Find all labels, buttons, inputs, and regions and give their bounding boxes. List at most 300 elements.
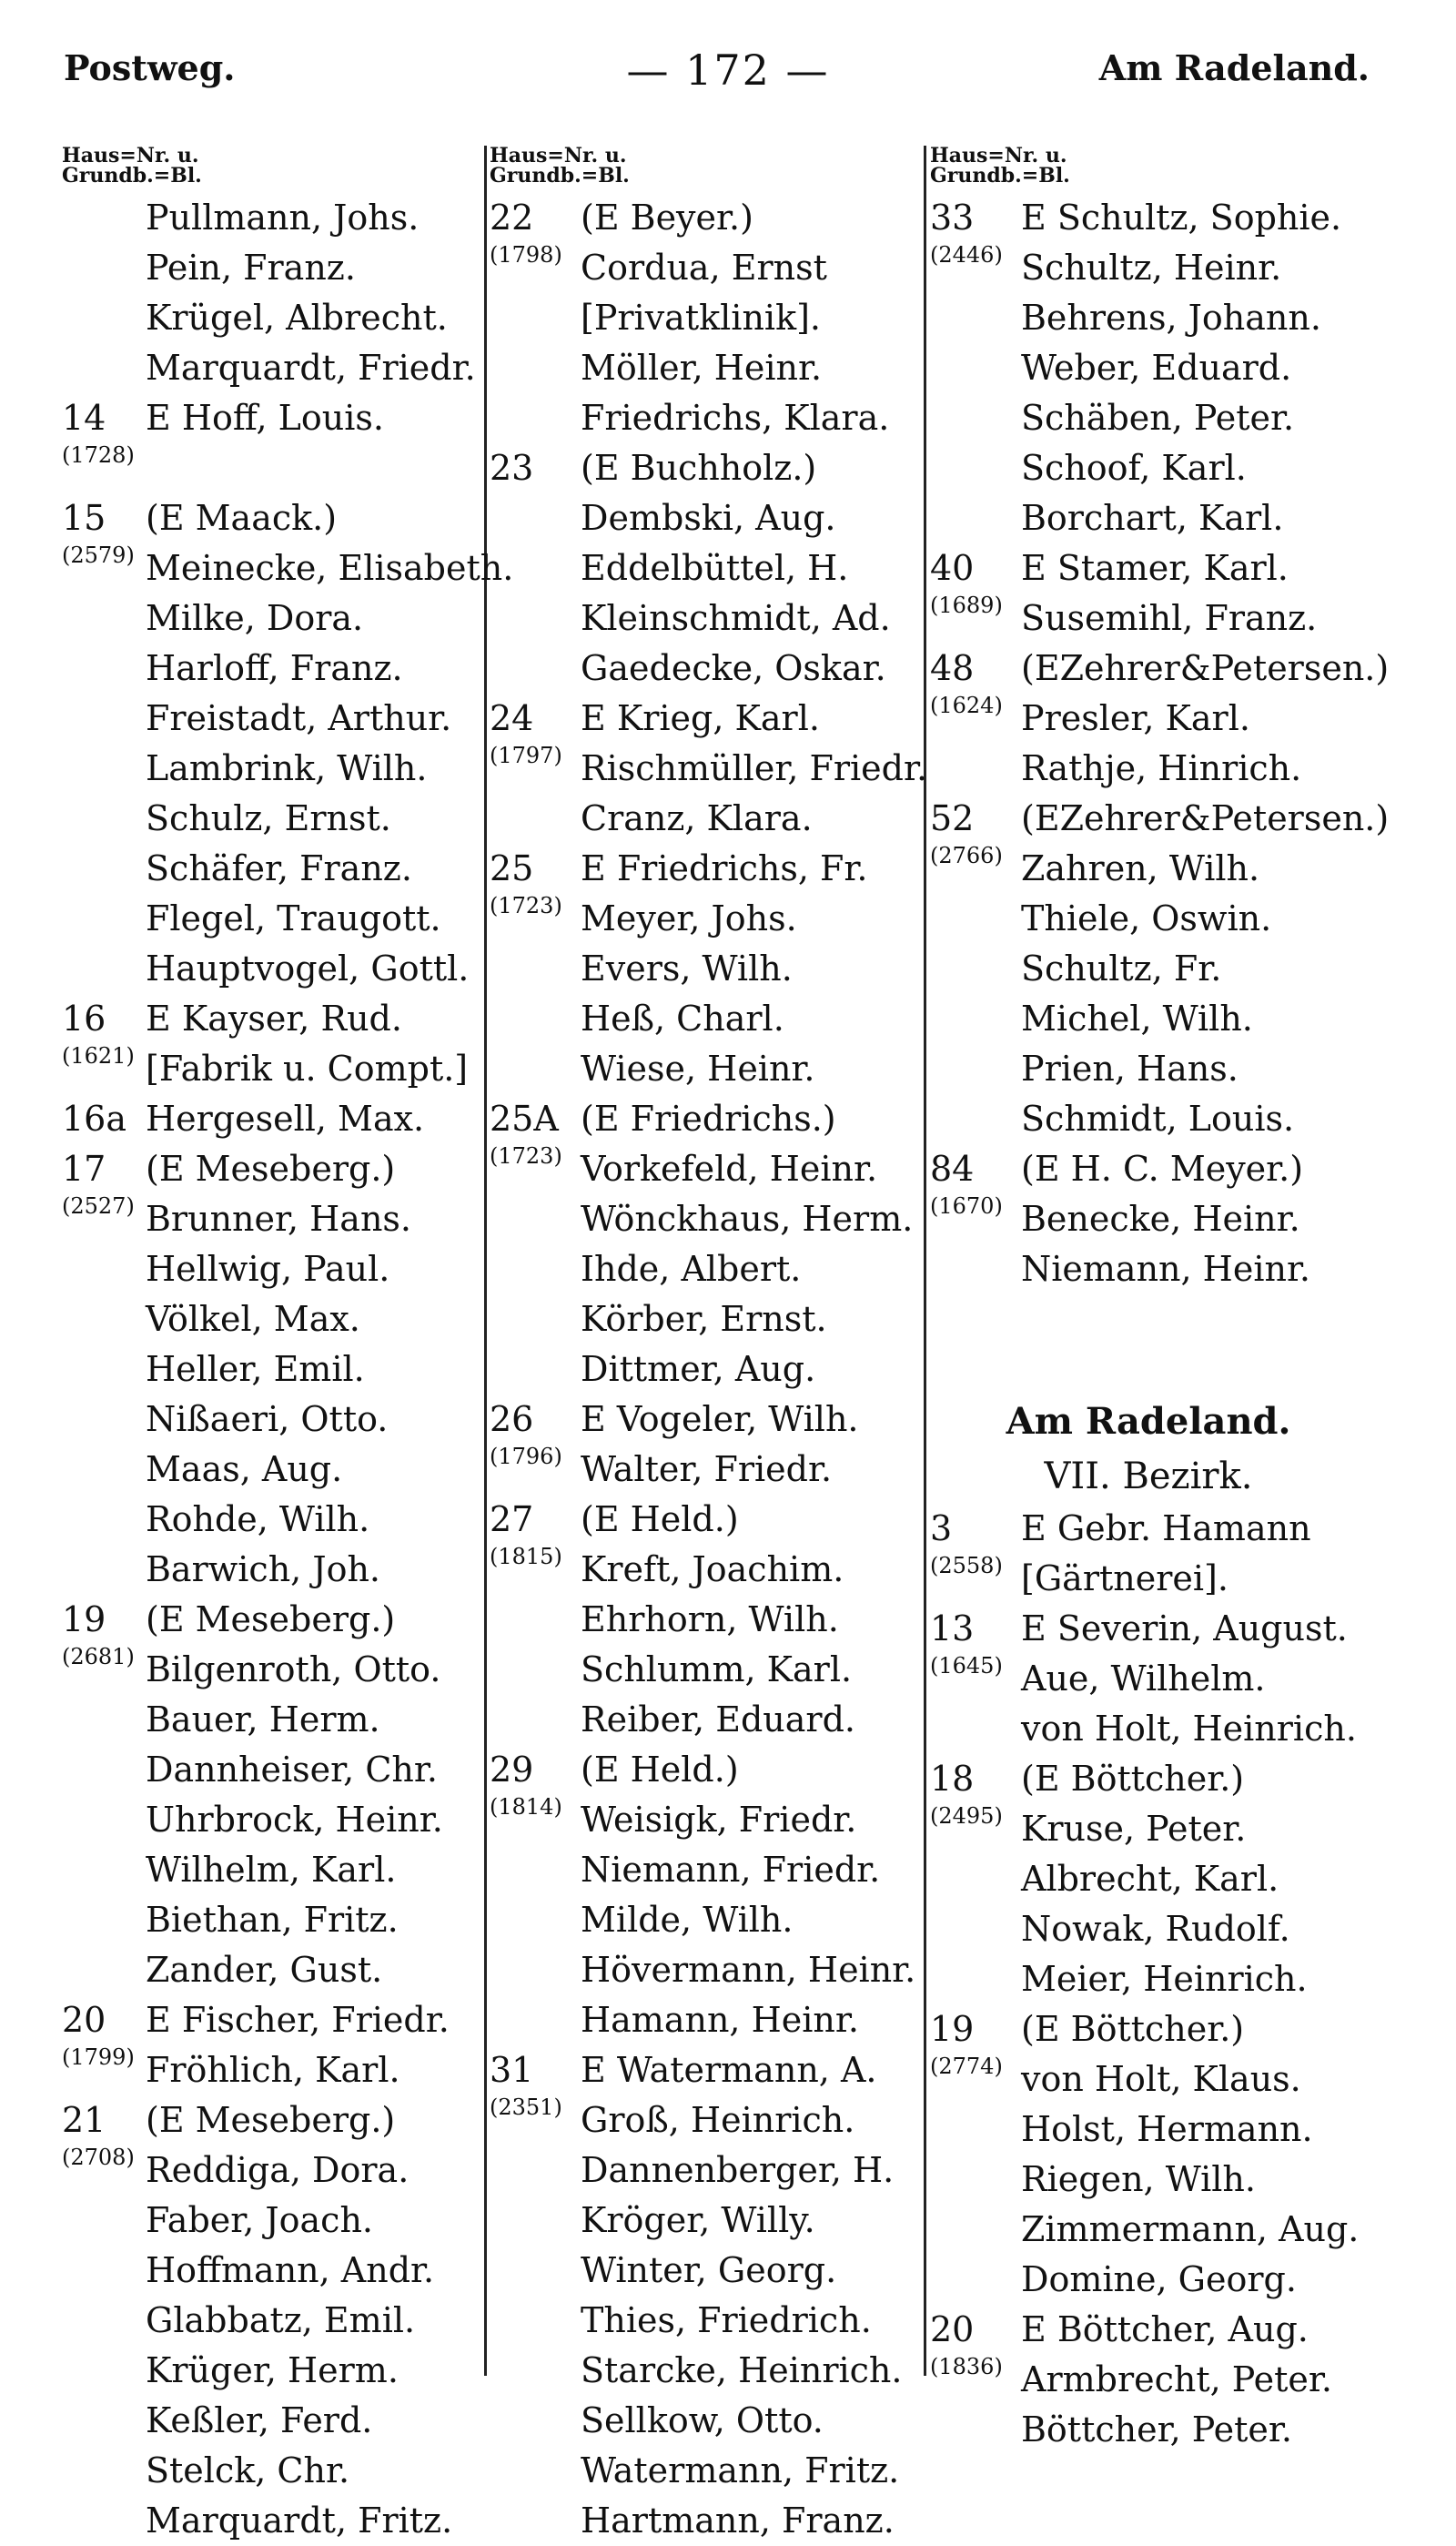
- resident-name: Rohde, Wilh.: [146, 1499, 370, 1539]
- column-head-text: Haus=Nr. u. Grundb.=Bl.: [62, 144, 202, 188]
- house-number: 33: [930, 198, 975, 238]
- directory-entry: [62, 2045, 499, 2095]
- resident-name: Heß, Charl.: [581, 999, 784, 1039]
- directory-entry: [490, 343, 926, 393]
- directory-entry: [930, 1194, 1367, 1244]
- resident-name: Gaedecke, Oskar.: [581, 648, 886, 688]
- resident-name: Niemann, Friedr.: [581, 1850, 881, 1890]
- house-number: 16a: [62, 1099, 127, 1139]
- directory-entry: [490, 1995, 926, 2045]
- resident-name: Wiese, Heinr.: [581, 1049, 815, 1089]
- directory-entry: [490, 1795, 926, 1845]
- resident-name: Schlumm, Karl.: [581, 1649, 853, 1689]
- land-register-number: (1796): [490, 1444, 562, 1469]
- directory-entry: [490, 443, 926, 493]
- directory-entry: [490, 1645, 926, 1695]
- land-register-number: (1621): [62, 1043, 135, 1069]
- directory-entry: [490, 1845, 926, 1895]
- directory-entry: [490, 393, 926, 443]
- house-number: 3: [930, 1508, 953, 1548]
- directory-entry: [62, 694, 499, 744]
- resident-name: Behrens, Johann.: [1021, 298, 1321, 338]
- resident-name: E Krieg, Karl.: [581, 698, 820, 738]
- directory-entry: [62, 1044, 499, 1094]
- house-number: 52: [930, 798, 975, 838]
- resident-name: (E H. C. Meyer.): [1021, 1149, 1304, 1189]
- house-number: 16: [62, 999, 106, 1039]
- resident-name: Flegel, Traugott.: [146, 898, 441, 938]
- directory-entry: [490, 1244, 926, 1294]
- directory-entry: [62, 644, 499, 694]
- directory-entry: [930, 2405, 1367, 2455]
- resident-name: Brunner, Hans.: [146, 1199, 411, 1239]
- resident-name: Presler, Karl.: [1021, 698, 1250, 738]
- resident-name: Glabbatz, Emil.: [146, 2300, 416, 2340]
- resident-name: Ihde, Albert.: [581, 1249, 802, 1289]
- directory-entry: [930, 994, 1367, 1044]
- house-number: 25A: [490, 1099, 559, 1139]
- directory-entry: [490, 2296, 926, 2346]
- resident-name: Albrecht, Karl.: [1021, 1859, 1279, 1899]
- house-number: 25: [490, 848, 534, 888]
- directory-entry: [62, 1194, 499, 1244]
- resident-name: Reddiga, Dora.: [146, 2150, 410, 2190]
- directory-entry: [490, 543, 926, 593]
- directory-entry: [490, 293, 926, 343]
- resident-name: [Privatklinik].: [581, 298, 821, 338]
- column-2: [490, 146, 926, 2546]
- resident-name: Fröhlich, Karl.: [146, 2050, 400, 2090]
- resident-name: Schmidt, Louis.: [1021, 1099, 1295, 1139]
- directory-entry: [62, 1695, 499, 1745]
- resident-name: Zander, Gust.: [146, 1950, 383, 1990]
- directory-entry: [930, 1244, 1367, 1294]
- directory-entry: [490, 2246, 926, 2296]
- directory-entry: [62, 1845, 499, 1895]
- directory-entry: [62, 844, 499, 894]
- directory-entry: [490, 593, 926, 644]
- directory-entry: [62, 1294, 499, 1344]
- house-number: 27: [490, 1499, 534, 1539]
- land-register-number: (2351): [490, 2095, 562, 2120]
- resident-name: Schulz, Ernst.: [146, 798, 391, 838]
- directory-entry: [490, 2145, 926, 2196]
- land-register-number: (1645): [930, 1653, 1003, 1679]
- directory-entry: [930, 844, 1367, 894]
- directory-entry: [930, 493, 1367, 543]
- house-number: 40: [930, 548, 975, 588]
- resident-name: Cranz, Klara.: [581, 798, 813, 838]
- directory-entry: [490, 994, 926, 1044]
- resident-name: (E Beyer.): [581, 198, 753, 238]
- directory-entry: [930, 443, 1367, 493]
- land-register-number: (2708): [62, 2145, 135, 2170]
- resident-name: E Kayser, Rud.: [146, 999, 402, 1039]
- resident-name: Benecke, Heinr.: [1021, 1199, 1300, 1239]
- resident-name: Zahren, Wilh.: [1021, 848, 1260, 888]
- resident-name: Uhrbrock, Heinr.: [146, 1800, 443, 1840]
- directory-entry: [62, 2346, 499, 2396]
- house-number: 14: [62, 398, 106, 438]
- directory-entry: [930, 1044, 1367, 1094]
- resident-name: Barwich, Joh.: [146, 1549, 381, 1589]
- resident-name: Schäfer, Franz.: [146, 848, 412, 888]
- directory-entry: [62, 2396, 499, 2446]
- resident-name: Pein, Franz.: [146, 248, 356, 288]
- directory-entry: [62, 944, 499, 994]
- directory-entry: [490, 2196, 926, 2246]
- directory-entry: [62, 2145, 499, 2196]
- resident-name: E Vogeler, Wilh.: [581, 1399, 859, 1439]
- directory-entry: [62, 1795, 499, 1845]
- directory-entry: [930, 1704, 1367, 1754]
- land-register-number: (1797): [490, 743, 562, 768]
- directory-entry: [490, 944, 926, 994]
- resident-name: Milde, Wilh.: [581, 1900, 794, 1940]
- resident-name: E Stamer, Karl.: [1021, 548, 1289, 588]
- resident-name: Heller, Emil.: [146, 1349, 365, 1389]
- resident-name: Sellkow, Otto.: [581, 2400, 824, 2440]
- resident-name: Krüger, Herm.: [146, 2350, 399, 2390]
- directory-entry: [62, 1094, 499, 1144]
- resident-name: Krügel, Albrecht.: [146, 298, 448, 338]
- resident-name: Hövermann, Heinr.: [581, 1950, 916, 1990]
- directory-entry: [490, 1695, 926, 1745]
- directory-entry: [930, 894, 1367, 944]
- resident-name: Wönckhaus, Herm.: [581, 1199, 914, 1239]
- resident-name: von Holt, Klaus.: [1021, 2059, 1301, 2099]
- directory-entry: [62, 1495, 499, 1545]
- resident-name: Hergesell, Max.: [146, 1099, 425, 1139]
- resident-name: (E Böttcher.): [1021, 2009, 1245, 2049]
- resident-name: Friedrichs, Klara.: [581, 398, 890, 438]
- resident-name: Eddelbüttel, H.: [581, 548, 849, 588]
- directory-entry: [490, 1945, 926, 1995]
- land-register-number: (2446): [930, 242, 1003, 268]
- resident-name: Walter, Friedr.: [581, 1449, 833, 1489]
- resident-name: (EZehrer&Petersen.): [1021, 798, 1390, 838]
- resident-name: Winter, Georg.: [581, 2250, 837, 2290]
- directory-entry: [490, 1194, 926, 1244]
- directory-entry: [62, 593, 499, 644]
- house-number: 15: [62, 498, 106, 538]
- resident-name: Marquardt, Friedr.: [146, 348, 476, 388]
- street-running-head-right: Am Radeland.: [1098, 47, 1370, 88]
- directory-entry: [930, 343, 1367, 393]
- directory-entry: [930, 944, 1367, 994]
- resident-name: Bauer, Herm.: [146, 1699, 380, 1740]
- resident-name: Hauptvogel, Gottl.: [146, 948, 470, 989]
- land-register-number: (1670): [930, 1193, 1003, 1219]
- resident-name: Hamann, Heinr.: [581, 2000, 859, 2040]
- directory-entry: [930, 744, 1367, 794]
- resident-name: Susemihl, Franz.: [1021, 598, 1318, 638]
- resident-name: Milke, Dora.: [146, 598, 364, 638]
- resident-name: Pullmann, Johs.: [146, 198, 420, 238]
- house-number: 48: [930, 648, 975, 688]
- land-register-number: (1798): [490, 242, 562, 268]
- land-register-number: (2527): [62, 1193, 135, 1219]
- resident-name: Harloff, Franz.: [146, 648, 403, 688]
- resident-name: von Holt, Heinrich.: [1021, 1709, 1357, 1749]
- resident-name: Wilhelm, Karl.: [146, 1850, 397, 1890]
- directory-entry: [930, 1904, 1367, 1954]
- resident-name: Dannheiser, Chr.: [146, 1750, 438, 1790]
- resident-name: Marquardt, Fritz.: [146, 2500, 453, 2541]
- directory-entry: [930, 2105, 1367, 2155]
- house-number: 23: [490, 448, 534, 488]
- house-number: 31: [490, 2050, 534, 2090]
- resident-name: E Böttcher, Aug.: [1021, 2309, 1309, 2349]
- resident-name: Hartmann, Franz.: [581, 2500, 895, 2541]
- resident-name: Schultz, Fr.: [1021, 948, 1222, 989]
- resident-name: Faber, Joach.: [146, 2200, 374, 2240]
- directory-entry: [62, 2246, 499, 2296]
- directory-entry: [490, 2396, 926, 2446]
- resident-name: [Gärtnerei].: [1021, 1558, 1228, 1598]
- directory-entry: [490, 1595, 926, 1645]
- resident-name: Thies, Friedrich.: [581, 2300, 872, 2340]
- column-head: [490, 146, 926, 193]
- resident-name: Kreft, Joachim.: [581, 1549, 844, 1589]
- resident-name: Hoffmann, Andr.: [146, 2250, 435, 2290]
- land-register-number: (2495): [930, 1803, 1003, 1829]
- resident-name: (E Meseberg.): [146, 2100, 396, 2140]
- directory-entry: [490, 1294, 926, 1344]
- column-head: [930, 146, 1367, 193]
- directory-entry: [62, 1545, 499, 1595]
- resident-name: Lambrink, Wilh.: [146, 748, 428, 788]
- resident-name: E Fischer, Friedr.: [146, 2000, 450, 2040]
- resident-name: Freistadt, Arthur.: [146, 698, 452, 738]
- resident-name: Biethan, Fritz.: [146, 1900, 399, 1940]
- resident-name: Stelck, Chr.: [146, 2450, 350, 2490]
- land-register-number: (1723): [490, 1143, 562, 1169]
- section-subtitle: VII. Bezirk.: [1044, 1456, 1253, 1497]
- resident-name: Starcke, Heinrich.: [581, 2350, 903, 2390]
- house-number: 22: [490, 198, 534, 238]
- directory-entry: [62, 1244, 499, 1294]
- resident-name: Watermann, Fritz.: [581, 2450, 900, 2490]
- land-register-number: (2681): [62, 1644, 135, 1669]
- directory-entry: [490, 1344, 926, 1395]
- street-running-head-left: Postweg.: [64, 47, 236, 88]
- directory-entry: [62, 2446, 499, 2496]
- resident-name: Kruse, Peter.: [1021, 1809, 1247, 1849]
- directory-entry: [62, 1395, 499, 1445]
- resident-name: Zimmermann, Aug.: [1021, 2209, 1360, 2249]
- directory-entry: [930, 2255, 1367, 2305]
- directory-entry: [62, 443, 499, 493]
- directory-entry: [930, 243, 1367, 293]
- land-register-number: (2579): [62, 543, 135, 568]
- resident-name: (E Friedrichs.): [581, 1099, 836, 1139]
- resident-name: Domine, Georg.: [1021, 2259, 1297, 2299]
- directory-entry: [490, 1445, 926, 1495]
- house-number: 29: [490, 1750, 534, 1790]
- land-register-number: (1689): [930, 593, 1003, 618]
- directory-entry: [62, 2296, 499, 2346]
- directory-entry: [930, 1654, 1367, 1704]
- resident-name: Thiele, Oswin.: [1021, 898, 1272, 938]
- directory-entry: [930, 2155, 1367, 2205]
- house-number: 84: [930, 1149, 975, 1189]
- directory-entry: [490, 2095, 926, 2145]
- resident-name: E Watermann, A.: [581, 2050, 877, 2090]
- land-register-number: (2558): [930, 1553, 1003, 1578]
- directory-entry: [490, 493, 926, 543]
- column-3: [930, 144, 1390, 2455]
- house-number: 21: [62, 2100, 106, 2140]
- resident-name: Weber, Eduard.: [1021, 348, 1292, 388]
- resident-name: Schoof, Karl.: [1021, 448, 1247, 488]
- directory-entry: [62, 794, 499, 844]
- directory-entry: [930, 593, 1367, 644]
- resident-name: E Hoff, Louis.: [146, 398, 384, 438]
- resident-name: Kleinschmidt, Ad.: [581, 598, 891, 638]
- directory-entry: [62, 1344, 499, 1395]
- resident-name: Rischmüller, Friedr.: [581, 748, 928, 788]
- resident-name: Keßler, Ferd.: [146, 2400, 373, 2440]
- resident-name: Dannenberger, H.: [581, 2150, 895, 2190]
- resident-name: (E Maack.): [146, 498, 338, 538]
- directory-entry: [490, 2496, 926, 2546]
- land-register-number: (1815): [490, 1544, 562, 1569]
- resident-name: Schäben, Peter.: [1021, 398, 1295, 438]
- directory-entry: [62, 1945, 499, 1995]
- directory-entry: [490, 2446, 926, 2496]
- directory-entry: [930, 694, 1367, 744]
- page-number: — 172 —: [626, 46, 830, 95]
- resident-name: E Gebr. Hamann: [1021, 1508, 1311, 1548]
- directory-entry: [62, 1645, 499, 1695]
- directory-entry: [930, 2205, 1367, 2255]
- resident-name: [Fabrik u. Compt.]: [146, 1049, 469, 1089]
- resident-name: Möller, Heinr.: [581, 348, 823, 388]
- resident-name: Rathje, Hinrich.: [1021, 748, 1302, 788]
- resident-name: (E Held.): [581, 1499, 739, 1539]
- resident-name: Niemann, Heinr.: [1021, 1249, 1311, 1289]
- house-number: 20: [62, 2000, 106, 2040]
- directory-entry: [930, 1094, 1367, 1144]
- house-number: 19: [62, 1599, 106, 1639]
- resident-name: Ehrhorn, Wilh.: [581, 1599, 839, 1639]
- resident-name: Meinecke, Elisabeth.: [146, 548, 514, 588]
- resident-name: (E Meseberg.): [146, 1149, 396, 1189]
- resident-name: (E Meseberg.): [146, 1599, 396, 1639]
- section-title: Am Radeland.: [1006, 1400, 1291, 1443]
- directory-entry: [62, 543, 514, 593]
- directory-entry: [490, 1144, 926, 1194]
- directory-entry: [62, 1895, 499, 1945]
- land-register-number: (2766): [930, 843, 1003, 868]
- directory-entry: [62, 343, 499, 393]
- resident-name: Groß, Heinrich.: [581, 2100, 855, 2140]
- resident-name: Prien, Hans.: [1021, 1049, 1239, 1089]
- house-number: 26: [490, 1399, 534, 1439]
- resident-name: Nowak, Rudolf.: [1021, 1909, 1290, 1949]
- column-head-text: Haus=Nr. u. Grundb.=Bl.: [930, 144, 1070, 188]
- directory-entry: [62, 243, 499, 293]
- resident-name: Riegen, Wilh.: [1021, 2159, 1256, 2199]
- land-register-number: (1814): [490, 1794, 562, 1820]
- house-number: 17: [62, 1149, 106, 1189]
- directory-entry: [62, 193, 499, 243]
- directory-entry: [62, 1745, 499, 1795]
- resident-name: Michel, Wilh.: [1021, 999, 1253, 1039]
- directory-entry: [930, 393, 1367, 443]
- resident-name: Kröger, Willy.: [581, 2200, 815, 2240]
- house-number: 18: [930, 1759, 975, 1799]
- land-register-number: (1728): [62, 442, 135, 468]
- directory-entry: [490, 1545, 926, 1595]
- directory-entry: [930, 1554, 1367, 1604]
- resident-name: Reiber, Eduard.: [581, 1699, 855, 1740]
- directory-entry: [62, 293, 499, 343]
- directory-entry: [62, 744, 499, 794]
- resident-name: (EZehrer&Petersen.): [1021, 648, 1390, 688]
- resident-name: Völkel, Max.: [146, 1299, 360, 1339]
- directory-entry: [930, 2355, 1367, 2405]
- resident-name: E Schultz, Sophie.: [1021, 198, 1342, 238]
- resident-name: Meier, Heinrich.: [1021, 1959, 1308, 1999]
- land-register-number: (1799): [62, 2044, 135, 2070]
- directory-entry: [62, 894, 499, 944]
- directory-entry: [490, 794, 926, 844]
- resident-name: Maas, Aug.: [146, 1449, 343, 1489]
- resident-name: Weisigk, Friedr.: [581, 1800, 857, 1840]
- resident-name: Evers, Wilh.: [581, 948, 793, 989]
- land-register-number: (1723): [490, 893, 562, 918]
- resident-name: Dittmer, Aug.: [581, 1349, 816, 1389]
- land-register-number: (1836): [930, 2354, 1003, 2379]
- resident-name: (E Böttcher.): [1021, 1759, 1245, 1799]
- resident-name: Meyer, Johs.: [581, 898, 797, 938]
- directory-entry: [490, 744, 926, 794]
- directory-entry: [930, 1804, 1367, 1854]
- directory-entry: [930, 1854, 1367, 1904]
- house-number: 13: [930, 1608, 975, 1648]
- house-number: 24: [490, 698, 534, 738]
- land-register-number: (1624): [930, 693, 1003, 718]
- directory-entry: [62, 2496, 499, 2546]
- resident-name: (E Buchholz.): [581, 448, 817, 488]
- resident-name: Nißaeri, Otto.: [146, 1399, 389, 1439]
- directory-entry: [490, 243, 926, 293]
- resident-name: Dembski, Aug.: [581, 498, 836, 538]
- resident-name: Bilgenroth, Otto.: [146, 1649, 441, 1689]
- directory-entry: [490, 894, 926, 944]
- house-number: 19: [930, 2009, 975, 2049]
- directory-entry: [490, 1895, 926, 1945]
- resident-name: E Friedrichs, Fr.: [581, 848, 868, 888]
- resident-name: Vorkefeld, Heinr.: [581, 1149, 878, 1189]
- resident-name: E Severin, August.: [1021, 1608, 1348, 1648]
- resident-name: (E Held.): [581, 1750, 739, 1790]
- column-head: [62, 146, 499, 193]
- resident-name: Körber, Ernst.: [581, 1299, 827, 1339]
- directory-entry: [490, 2346, 926, 2396]
- directory-entry: [62, 1445, 499, 1495]
- resident-name: Armbrecht, Peter.: [1021, 2359, 1332, 2399]
- resident-name: Böttcher, Peter.: [1021, 2409, 1292, 2450]
- directory-entry: [930, 1954, 1367, 2004]
- directory-entry: [930, 293, 1367, 343]
- directory-entry: [930, 2054, 1367, 2105]
- column-head-text: Haus=Nr. u. Grundb.=Bl.: [490, 144, 630, 188]
- resident-name: Cordua, Ernst: [581, 248, 827, 288]
- resident-name: Hellwig, Paul.: [146, 1249, 390, 1289]
